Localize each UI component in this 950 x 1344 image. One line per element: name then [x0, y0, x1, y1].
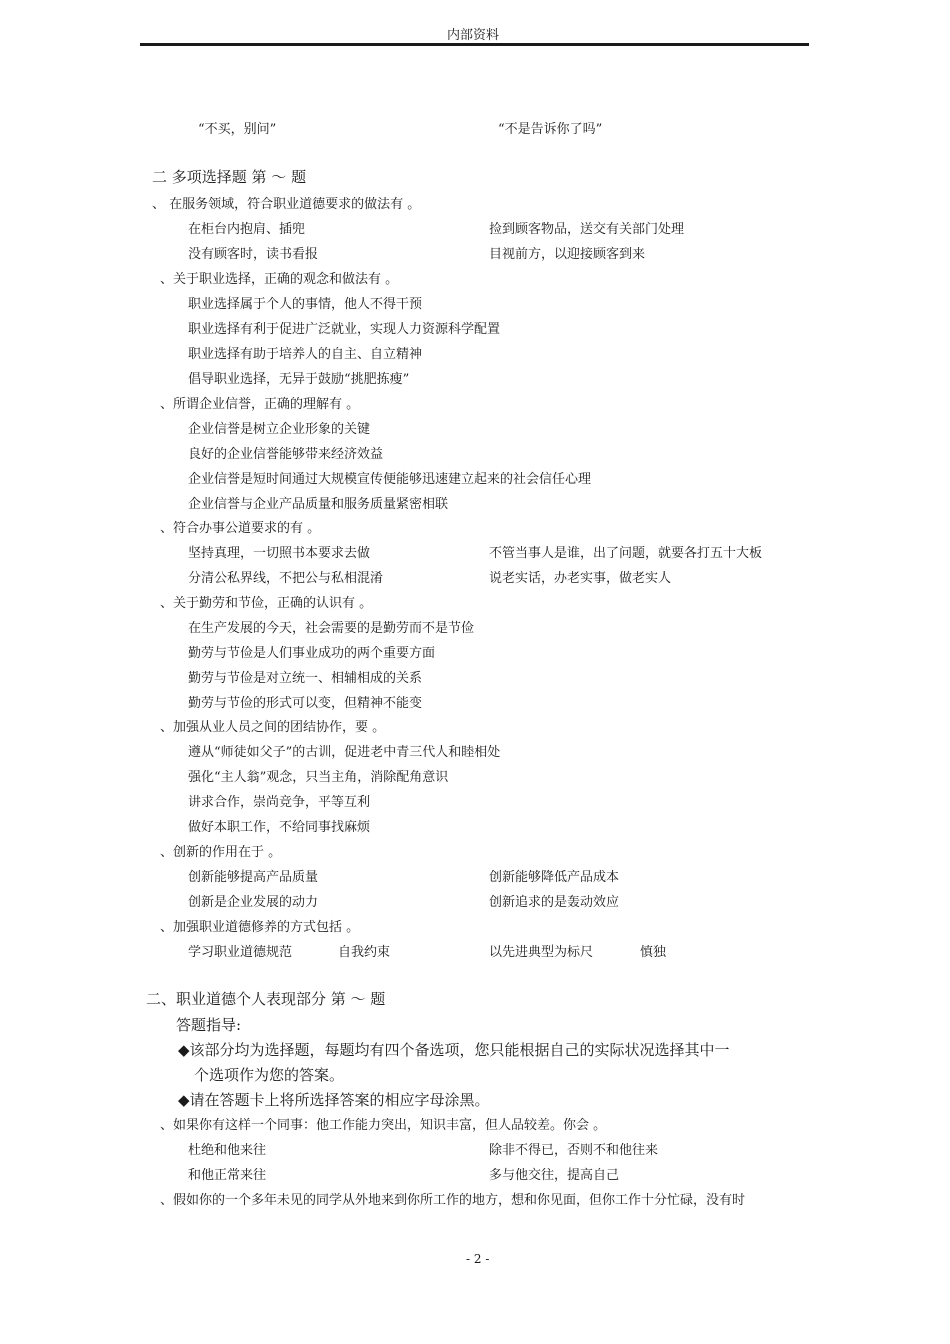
guide-bullet: ◆请在答题卡上将所选择答案的相应字母涂黑。	[178, 1091, 490, 1109]
question-stem: 、关于职业选择，正确的观念和做法有 。	[160, 272, 399, 287]
option: 遵从“师徒如父子”的古训，促进老中青三代人和睦相处	[188, 745, 501, 760]
option: 勤劳与节俭是人们事业成功的两个重要方面	[188, 646, 436, 661]
option: 没有顾客时，读书看报	[188, 247, 319, 262]
option: 企业信誉是树立企业形象的关键	[188, 422, 371, 437]
guide-bullet-continuation: 个选项作为您的答案。	[194, 1066, 345, 1084]
option: 创新能够提高产品质量	[188, 870, 319, 885]
question-stem: 、创新的作用在于 。	[160, 845, 282, 860]
option: 创新追求的是轰动效应	[489, 895, 620, 910]
question-stem: 、符合办事公道要求的有 。	[160, 521, 321, 536]
option: 创新是企业发展的动力	[188, 895, 319, 910]
guide-label: 答题指导:	[176, 1016, 242, 1034]
question-stem: 、关于勤劳和节俭，正确的认识有 。	[160, 596, 373, 611]
question-stem: 、所谓企业信誉，正确的理解有 。	[160, 397, 360, 412]
question-stem: 、如果你有这样一个同事：他工作能力突出，知识丰富，但人品较差。你会 。	[160, 1118, 607, 1133]
option: 学习职业道德规范	[188, 945, 293, 960]
option: 良好的企业信誉能够带来经济效益	[188, 447, 384, 462]
question-stem: 、加强从业人员之间的团结协作，要 。	[160, 720, 386, 735]
section-personal-title: 二、职业道德个人表现部分 第 ～ 题	[146, 990, 386, 1008]
option: 慎独	[640, 945, 667, 960]
option: 讲求合作，崇尚竞争，平等互利	[188, 795, 371, 810]
option: 职业选择有利于促进广泛就业，实现人力资源科学配置	[188, 322, 501, 337]
question-stem: 、 在服务领域，符合职业道德要求的做法有 。	[152, 197, 421, 212]
option: 职业选择有助于培养人的自主、自立精神	[188, 347, 423, 362]
option: 在柜台内抱肩、插兜	[188, 222, 306, 237]
option: 在生产发展的今天，社会需要的是勤劳而不是节俭	[188, 621, 475, 636]
option: 和他正常来往	[188, 1168, 267, 1183]
top-option-right: “不是告诉你了吗”	[498, 122, 603, 137]
option: 职业选择属于个人的事情，他人不得干预	[188, 297, 423, 312]
question-stem: 、假如你的一个多年未见的同学从外地来到你所工作的地方，想和你见面，但你工作十分忙碌，没有时	[160, 1193, 746, 1208]
question-stem: 、加强职业道德修养的方式包括 。	[160, 920, 360, 935]
option: 说老实话，办老实事，做老实人	[489, 571, 672, 586]
page-number: - 2 -	[466, 1252, 490, 1266]
option: 企业信誉是短时间通过大规模宣传便能够迅速建立起来的社会信任心理	[188, 472, 592, 487]
option: 分清公私界线，不把公与私相混淆	[188, 571, 384, 586]
top-option-left: “不买，别问”	[198, 122, 277, 137]
option: 勤劳与节俭是对立统一、相辅相成的关系	[188, 671, 423, 686]
option: 杜绝和他来往	[188, 1143, 267, 1158]
option: 除非不得已，否则不和他往来	[489, 1143, 659, 1158]
option: 不管当事人是谁，出了问题，就要各打五十大板	[489, 546, 763, 561]
option: 做好本职工作，不给同事找麻烦	[188, 820, 371, 835]
header-title: 内部资料	[447, 28, 500, 43]
option: 目视前方，以迎接顾客到来	[489, 247, 646, 262]
option: 多与他交往，提高自己	[489, 1168, 620, 1183]
option: 创新能够降低产品成本	[489, 870, 620, 885]
option: 以先进典型为标尺	[489, 945, 594, 960]
option: 企业信誉与企业产品质量和服务质量紧密相联	[188, 497, 449, 512]
option: 捡到顾客物品，送交有关部门处理	[489, 222, 685, 237]
section-multi-title: 二 多项选择题 第 ～ 题	[152, 168, 307, 186]
option: 自我约束	[338, 945, 391, 960]
option: 强化“主人翁”观念，只当主角，消除配角意识	[188, 770, 449, 785]
option: 勤劳与节俭的形式可以变，但精神不能变	[188, 696, 423, 711]
option: 坚持真理，一切照书本要求去做	[188, 546, 371, 561]
guide-bullet: ◆该部分均为选择题，每题均有四个备选项，您只能根据自己的实际状况选择其中一	[178, 1041, 730, 1059]
option: 倡导职业选择，无异于鼓励“挑肥拣瘦”	[188, 372, 410, 387]
header-rule	[140, 43, 809, 46]
